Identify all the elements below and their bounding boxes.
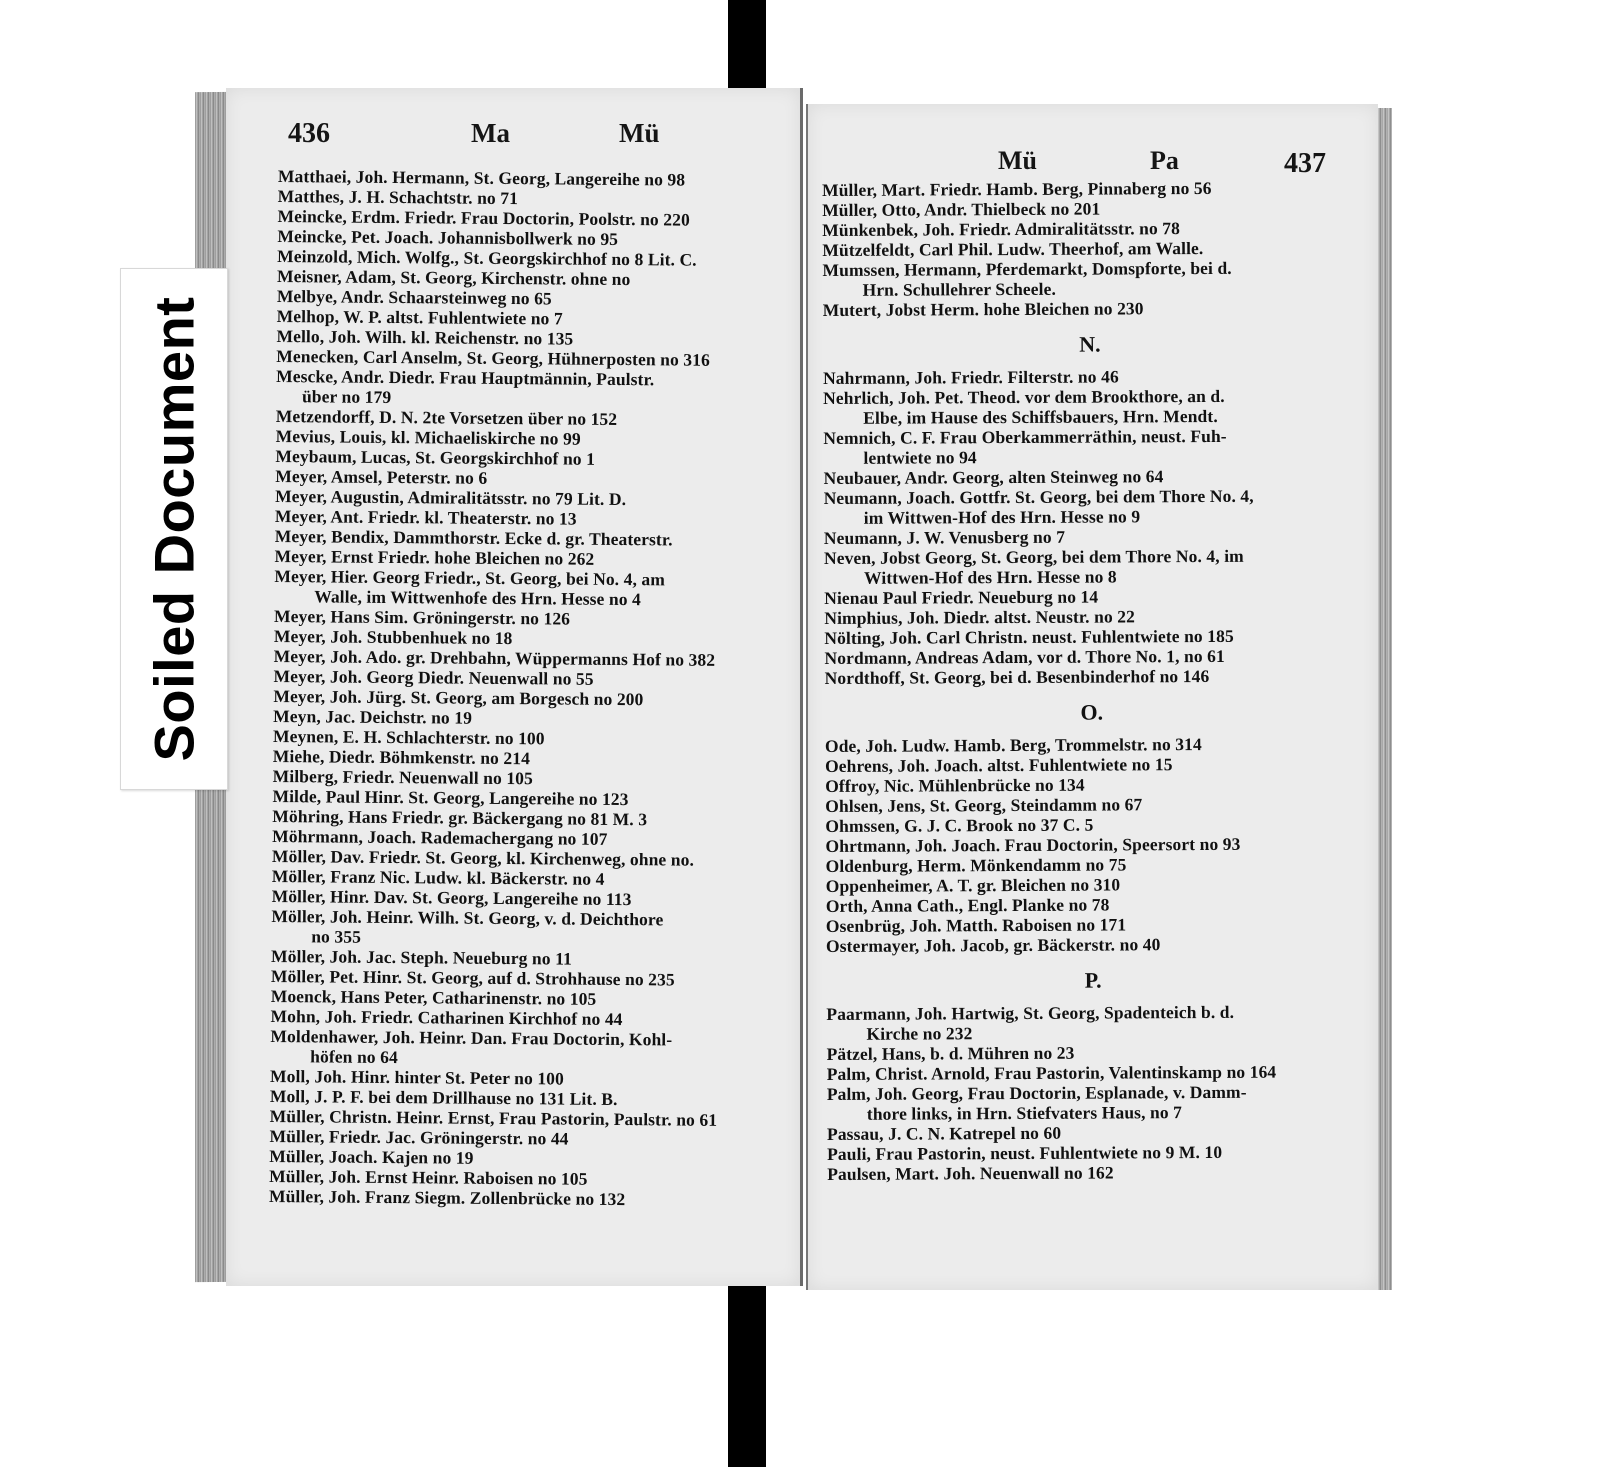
directory-entry: Mumssen, Hermann, Pferdemarkt, Domspforte, bei d. [822, 257, 1232, 280]
directory-entry: Menecken, Carl Anselm, St. Georg, Hühnerposten no 316 [276, 345, 710, 370]
directory-entry: Neumann, J. W. Venusberg no 7 [823, 526, 1066, 548]
directory-entry: Müller, Christn. Heinr. Ernst, Frau Pastorin, Paulstr. no 61 [269, 1105, 718, 1130]
directory-entry: Nordthoff, St. Georg, bei d. Besenbinderhof no 146 [824, 665, 1210, 688]
directory-entry: Matthes, J. H. Schachtstr. no 71 [277, 185, 519, 209]
directory-entry: Meynen, E. H. Schlachterstr. no 100 [272, 725, 545, 749]
directory-entry: Möller, Franz Nic. Ludw. kl. Bäckerstr. no 4 [271, 865, 605, 889]
directory-entry: Möller, Joh. Jac. Steph. Neueburg no 11 [271, 945, 572, 969]
entry-list [269, 166, 786, 1210]
directory-entry: Matthaei, Joh. Hermann, St. Georg, Langereihe no 98 [277, 166, 686, 190]
directory-entry: Moenck, Hans Peter, Catharinenstr. no 105 [270, 985, 597, 1009]
directory-entry: Meyer, Augustin, Admiralitätsstr. no 79 Lit. D. [275, 485, 627, 510]
catchword: Mü [619, 118, 660, 148]
directory-entry: Miehe, Diedr. Böhmkenstr. no 214 [272, 745, 531, 769]
directory-entry: Nölting, Joh. Carl Christn. neust. Fuhlentwiete no 185 [824, 625, 1234, 648]
directory-entry: Meyer, Joh. Georg Diedr. Neuenwall no 55 [273, 665, 594, 689]
entry-list [822, 177, 1361, 1184]
directory-entry: Passau, J. C. N. Katrepel no 60 [826, 1122, 1062, 1144]
directory-entry: Nehrlich, Joh. Pet. Theod. vor dem Brookthore, an d. [823, 385, 1225, 408]
directory-entry-continuation: Walle, im Wittwenhofe des Hrn. Hesse no 4 [314, 586, 642, 610]
directory-entry: Milde, Paul Hinr. St. Georg, Langereihe no 123 [272, 785, 629, 810]
soiled-document-tab [120, 268, 228, 790]
directory-entry: Möhrmann, Joach. Rademachergang no 107 [272, 825, 608, 849]
directory-entry: Moldenhawer, Joh. Heinr. Dan. Frau Doctorin, Kohl- [270, 1025, 673, 1050]
directory-entry: Ohrtmann, Joh. Joach. Frau Doctorin, Speersort no 93 [825, 833, 1241, 856]
directory-entry: Nimphius, Joh. Diedr. altst. Neustr. no 22 [824, 606, 1136, 628]
directory-entry: Nienau Paul Friedr. Neueburg no 14 [824, 586, 1099, 608]
directory-entry-continuation: Kirche no 232 [866, 1023, 973, 1044]
directory-entry: Meinzold, Mich. Wolfg., St. Georgskirchhof no 8 Lit. C. [277, 245, 697, 270]
directory-entry: Mützelfeldt, Carl Phil. Ludw. Theerhof, am Walle. [822, 238, 1204, 260]
directory-entry-continuation: Hrn. Schullehrer Scheele. [862, 278, 1057, 300]
directory-entry: Müller, Friedr. Jac. Gröningerstr. no 44 [269, 1125, 569, 1149]
directory-entry: Meincke, Erdm. Friedr. Frau Doctorin, Poolstr. no 220 [277, 205, 690, 230]
directory-entry: Meyer, Ernst Friedr. hohe Bleichen no 262 [274, 545, 595, 569]
directory-entry: Neumann, Joach. Gottfr. St. Georg, bei dem Thore No. 4, [823, 485, 1254, 508]
directory-entry: Meyer, Amsel, Peterstr. no 6 [275, 465, 488, 488]
directory-entry: Osenbrüg, Joh. Matth. Raboisen no 171 [825, 914, 1127, 936]
scanner-bar-bottom [728, 1286, 766, 1467]
directory-entry-continuation: thore links, in Hrn. Stiefvaters Haus, no 7 [866, 1102, 1183, 1124]
directory-entry: Melhop, W. P. altst. Fuhlentwiete no 7 [276, 305, 563, 329]
directory-entry-continuation: über no 179 [301, 386, 392, 407]
catchword: Pa [1150, 146, 1179, 175]
directory-entry: Pauli, Frau Pastorin, neust. Fuhlentwiete no 9 M. 10 [827, 1141, 1223, 1164]
directory-entry: Möller, Pet. Hinr. St. Georg, auf d. Strohhause no 235 [270, 965, 675, 990]
section-heading-p: P. [1084, 967, 1102, 993]
directory-entry: Münkenbek, Joh. Friedr. Admiralitätsstr. no 78 [822, 218, 1181, 240]
directory-entry: Oehrens, Joh. Joach. altst. Fuhlentwiete no 15 [825, 754, 1173, 776]
directory-entry: Palm, Joh. Georg, Frau Doctorin, Esplanade, v. Damm- [826, 1081, 1247, 1104]
directory-entry: Mescke, Andr. Diedr. Frau Hauptmännin, Paulstr. [276, 365, 655, 390]
soiled-document-label: Soiled Document [142, 296, 206, 762]
directory-entry: Neubauer, Andr. Georg, alten Steinweg no 64 [823, 466, 1164, 488]
directory-entry: Mello, Joh. Wilh. kl. Reichenstr. no 135 [276, 325, 574, 349]
directory-entry: Meyer, Joh. Jürg. St. Georg, am Borgesch no 200 [273, 685, 644, 710]
directory-entry: Melbye, Andr. Schaarsteinweg no 65 [276, 285, 552, 309]
directory-entry: Müller, Joach. Kajen no 19 [269, 1145, 474, 1168]
directory-entry: Mevius, Louis, kl. Michaeliskirche no 99 [275, 425, 581, 449]
directory-entry: Nemnich, C. F. Frau Oberkammerräthin, neust. Fuh- [823, 425, 1227, 448]
directory-entry: Milberg, Friedr. Neuenwall no 105 [272, 765, 534, 789]
right-page [806, 104, 1378, 1290]
right-page-header [848, 132, 1338, 179]
catchword: Ma [471, 118, 510, 148]
catchword: Mü [998, 146, 1037, 175]
directory-entry-continuation: Elbe, im Hause des Schiffsbauers, Hrn. Mendt. [863, 405, 1218, 428]
directory-entry: Oldenburg, Herm. Mönkendamm no 75 [825, 854, 1127, 876]
directory-entry: Möller, Hinr. Dav. St. Georg, Langereihe no 113 [271, 885, 632, 910]
directory-entry-continuation: no 355 [311, 926, 362, 947]
directory-entry: Ohmssen, G. J. C. Brook no 37 C. 5 [825, 814, 1094, 836]
directory-entry: Orth, Anna Cath., Engl. Planke no 78 [825, 894, 1110, 916]
directory-entry: Müller, Joh. Ernst Heinr. Raboisen no 105 [269, 1165, 588, 1189]
directory-entry-continuation: lentwiete no 94 [863, 447, 977, 468]
section-heading-o: O. [1080, 699, 1104, 725]
directory-entry: Meyer, Joh. Ado. gr. Drehbahn, Wüppermanns Hof no 382 [273, 645, 716, 670]
directory-entry: Paarmann, Joh. Hartwig, St. Georg, Spadenteich b. d. [826, 1001, 1235, 1024]
directory-entry: Meyer, Hier. Georg Friedr., St. Georg, bei No. 4, am [274, 565, 666, 590]
directory-entry: Pätzel, Hans, b. d. Mühren no 23 [826, 1042, 1075, 1064]
directory-entry: Meyer, Hans Sim. Gröningerstr. no 126 [273, 605, 571, 629]
left-page-header [266, 116, 760, 156]
directory-entry: Nahrmann, Joh. Friedr. Filterstr. no 46 [822, 366, 1119, 388]
directory-entry: Meyn, Jac. Deichstr. no 19 [273, 705, 473, 728]
directory-entry: Meincke, Pet. Joach. Johannisbollwerk no 95 [277, 225, 619, 249]
directory-entry: Ohlsen, Jens, St. Georg, Steindamm no 67 [825, 794, 1143, 816]
directory-entry: Nordmann, Andreas Adam, vor d. Thore No. 1, no 61 [824, 645, 1225, 668]
directory-entry: Oppenheimer, A. T. gr. Bleichen no 310 [825, 874, 1121, 896]
directory-entry: Möller, Dav. Friedr. St. Georg, kl. Kirchenweg, ohne no. [271, 845, 695, 870]
directory-entry: Müller, Mart. Friedr. Hamb. Berg, Pinnaberg no 56 [822, 177, 1212, 200]
directory-entry: Müller, Otto, Andr. Thielbeck no 201 [822, 198, 1101, 220]
directory-entry: Moll, Joh. Hinr. hinter St. Peter no 100 [269, 1065, 565, 1089]
directory-entry: Meybaum, Lucas, St. Georgskirchhof no 1 [275, 445, 596, 469]
directory-entry-continuation: höfen no 64 [310, 1046, 398, 1068]
directory-entry: Palm, Christ. Arnold, Frau Pastorin, Valentinskamp no 164 [826, 1061, 1277, 1084]
directory-entry: Ostermayer, Joh. Jacob, gr. Bäckerstr. no 40 [825, 934, 1161, 956]
directory-entry: Neven, Jobst Georg, St. Georg, bei dem Thore No. 4, im [823, 545, 1244, 568]
directory-entry: Meyer, Joh. Stubbenhuek no 18 [273, 625, 513, 649]
directory-entry: Müller, Joh. Franz Siegm. Zollenbrücke no 132 [268, 1185, 626, 1210]
directory-entry-continuation: im Wittwen-Hof des Hrn. Hesse no 9 [863, 506, 1141, 528]
directory-entry: Offroy, Nic. Mühlenbrücke no 134 [825, 774, 1085, 796]
directory-entry: Meyer, Bendix, Dammthorstr. Ecke d. gr. Theaterstr. [274, 525, 673, 550]
directory-entry: Metzendorff, D. N. 2te Vorsetzen über no 152 [275, 405, 618, 429]
directory-entry: Ode, Joh. Ludw. Hamb. Berg, Trommelstr. no 314 [824, 734, 1202, 756]
left-page [226, 88, 803, 1286]
directory-entry-continuation: Wittwen-Hof des Hrn. Hesse no 8 [864, 566, 1117, 588]
section-heading-n: N. [1079, 331, 1101, 357]
directory-entry: Möller, Joh. Heinr. Wilh. St. Georg, v. d. Deichthore [271, 905, 664, 930]
directory-entry: Mutert, Jobst Herm. hohe Bleichen no 230 [822, 298, 1144, 320]
directory-entry: Meyer, Ant. Friedr. kl. Theaterstr. no 13 [274, 505, 577, 529]
directory-entry: Möhring, Hans Friedr. gr. Bäckergang no 81 M. 3 [272, 805, 648, 830]
directory-entry: Meisner, Adam, St. Georg, Kirchenstr. ohne no [276, 265, 631, 290]
directory-entry: Paulsen, Mart. Joh. Neuenwall no 162 [827, 1162, 1114, 1184]
page-number: 436 [288, 118, 330, 149]
directory-entry: Mohn, Joh. Friedr. Catharinen Kirchhof no 44 [270, 1005, 623, 1030]
page-number: 437 [1284, 148, 1326, 179]
directory-entry: Moll, J. P. F. bei dem Drillhause no 131 Lit. B. [269, 1085, 618, 1109]
